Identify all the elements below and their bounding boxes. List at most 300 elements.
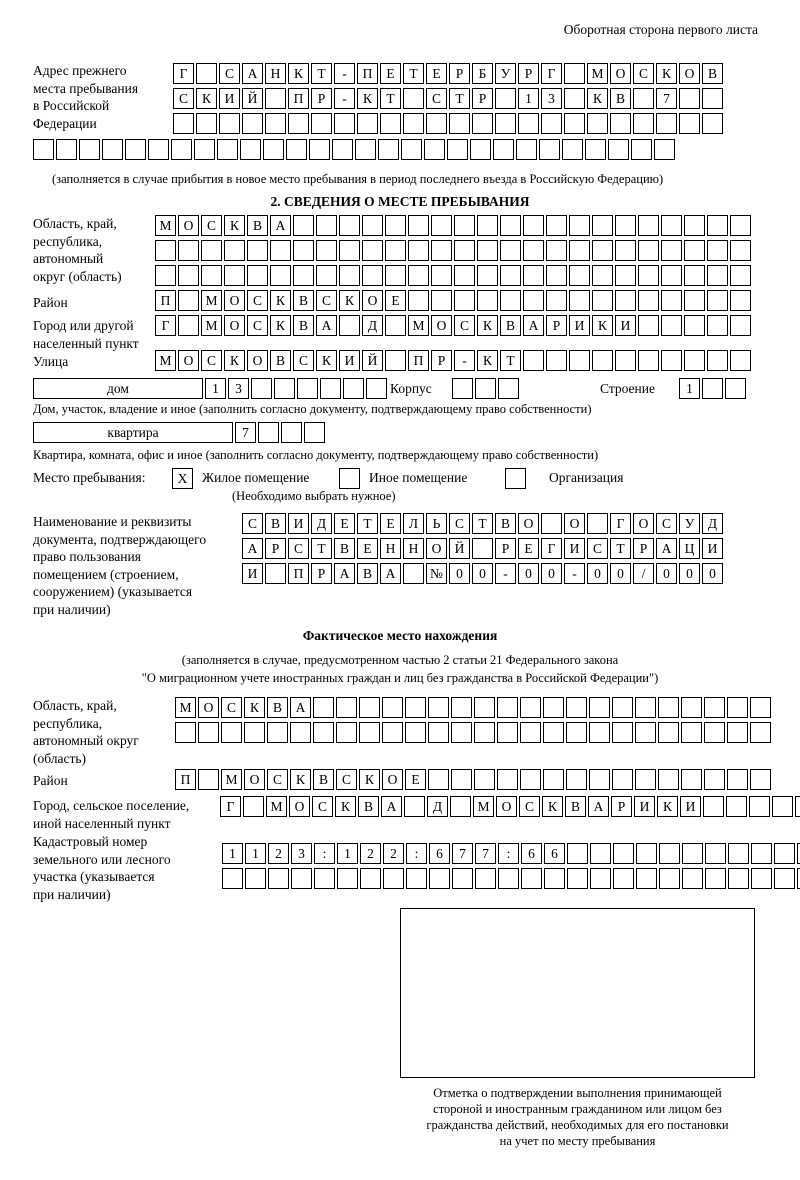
- char-cell[interactable]: [198, 769, 219, 790]
- char-cell[interactable]: 3: [541, 88, 562, 109]
- char-cell[interactable]: [403, 88, 424, 109]
- char-cell[interactable]: [610, 113, 631, 134]
- char-cell[interactable]: [730, 290, 751, 311]
- char-cell[interactable]: [546, 290, 567, 311]
- char-cell[interactable]: [520, 769, 541, 790]
- char-cell[interactable]: [173, 113, 194, 134]
- char-cell[interactable]: [541, 113, 562, 134]
- char-cell[interactable]: [543, 722, 564, 743]
- char-cell[interactable]: [316, 265, 337, 286]
- doc-row-2[interactable]: [242, 538, 725, 559]
- char-cell[interactable]: [428, 722, 449, 743]
- char-cell[interactable]: [661, 290, 682, 311]
- char-cell[interactable]: [267, 722, 288, 743]
- char-cell[interactable]: В: [313, 769, 334, 790]
- prev-address-row-3[interactable]: [173, 113, 725, 134]
- char-cell[interactable]: [656, 113, 677, 134]
- char-cell[interactable]: -: [454, 350, 475, 371]
- char-cell[interactable]: М: [201, 315, 222, 336]
- char-cell[interactable]: 1: [245, 843, 266, 864]
- street-row[interactable]: [155, 350, 753, 371]
- char-cell[interactable]: [224, 240, 245, 261]
- char-cell[interactable]: Е: [385, 290, 406, 311]
- char-cell[interactable]: [408, 265, 429, 286]
- char-cell[interactable]: [615, 290, 636, 311]
- char-cell[interactable]: А: [381, 796, 402, 817]
- char-cell[interactable]: [477, 265, 498, 286]
- char-cell[interactable]: [383, 868, 404, 889]
- char-cell[interactable]: В: [293, 290, 314, 311]
- char-cell[interactable]: Р: [311, 563, 332, 584]
- char-cell[interactable]: [175, 722, 196, 743]
- char-cell[interactable]: Д: [427, 796, 448, 817]
- char-cell[interactable]: Р: [633, 538, 654, 559]
- char-cell[interactable]: О: [362, 290, 383, 311]
- char-cell[interactable]: С: [201, 215, 222, 236]
- char-cell[interactable]: [681, 769, 702, 790]
- char-cell[interactable]: [702, 113, 723, 134]
- char-cell[interactable]: 7: [235, 422, 256, 443]
- char-cell[interactable]: [659, 843, 680, 864]
- char-cell[interactable]: М: [266, 796, 287, 817]
- char-cell[interactable]: [336, 722, 357, 743]
- char-cell[interactable]: [357, 113, 378, 134]
- char-cell[interactable]: [320, 378, 341, 399]
- char-cell[interactable]: [681, 722, 702, 743]
- char-cell[interactable]: Е: [405, 769, 426, 790]
- char-cell[interactable]: К: [316, 350, 337, 371]
- stroenie-row[interactable]: [679, 378, 748, 399]
- char-cell[interactable]: [406, 868, 427, 889]
- prev-address-row-4[interactable]: [33, 139, 677, 160]
- char-cell[interactable]: [451, 722, 472, 743]
- char-cell[interactable]: 7: [656, 88, 677, 109]
- char-cell[interactable]: :: [406, 843, 427, 864]
- char-cell[interactable]: [635, 697, 656, 718]
- char-cell[interactable]: [385, 265, 406, 286]
- char-cell[interactable]: [401, 139, 422, 160]
- char-cell[interactable]: [750, 722, 771, 743]
- char-cell[interactable]: Е: [426, 63, 447, 84]
- char-cell[interactable]: [730, 350, 751, 371]
- char-cell[interactable]: М: [155, 350, 176, 371]
- char-cell[interactable]: [772, 796, 793, 817]
- char-cell[interactable]: [590, 868, 611, 889]
- char-cell[interactable]: К: [339, 290, 360, 311]
- char-cell[interactable]: [495, 113, 516, 134]
- char-cell[interactable]: Т: [610, 538, 631, 559]
- char-cell[interactable]: [247, 265, 268, 286]
- char-cell[interactable]: [661, 350, 682, 371]
- char-cell[interactable]: [497, 769, 518, 790]
- char-cell[interactable]: [263, 139, 284, 160]
- char-cell[interactable]: [567, 868, 588, 889]
- char-cell[interactable]: [592, 265, 613, 286]
- char-cell[interactable]: [474, 722, 495, 743]
- char-cell[interactable]: [567, 843, 588, 864]
- char-cell[interactable]: [727, 697, 748, 718]
- char-cell[interactable]: [334, 113, 355, 134]
- char-cell[interactable]: [424, 139, 445, 160]
- char-cell[interactable]: [178, 265, 199, 286]
- char-cell[interactable]: И: [219, 88, 240, 109]
- char-cell[interactable]: [56, 139, 77, 160]
- char-cell[interactable]: [638, 265, 659, 286]
- char-cell[interactable]: [79, 139, 100, 160]
- char-cell[interactable]: [569, 265, 590, 286]
- char-cell[interactable]: В: [247, 215, 268, 236]
- char-cell[interactable]: С: [293, 350, 314, 371]
- prev-address-row-1[interactable]: [173, 63, 725, 84]
- char-cell[interactable]: [566, 722, 587, 743]
- char-cell[interactable]: А: [290, 697, 311, 718]
- char-cell[interactable]: И: [288, 513, 309, 534]
- char-cell[interactable]: С: [219, 63, 240, 84]
- cadastral-row-2[interactable]: [222, 868, 800, 889]
- char-cell[interactable]: [359, 697, 380, 718]
- char-cell[interactable]: С: [336, 769, 357, 790]
- char-cell[interactable]: А: [380, 563, 401, 584]
- char-cell[interactable]: [707, 350, 728, 371]
- char-cell[interactable]: [727, 722, 748, 743]
- char-cell[interactable]: И: [680, 796, 701, 817]
- char-cell[interactable]: [681, 697, 702, 718]
- char-cell[interactable]: [682, 843, 703, 864]
- char-cell[interactable]: [360, 868, 381, 889]
- char-cell[interactable]: У: [679, 513, 700, 534]
- char-cell[interactable]: [589, 697, 610, 718]
- house-number-row[interactable]: [205, 378, 389, 399]
- char-cell[interactable]: [403, 563, 424, 584]
- char-cell[interactable]: В: [270, 350, 291, 371]
- char-cell[interactable]: [385, 315, 406, 336]
- char-cell[interactable]: [102, 139, 123, 160]
- char-cell[interactable]: [702, 378, 723, 399]
- char-cell[interactable]: Е: [380, 513, 401, 534]
- char-cell[interactable]: С: [201, 350, 222, 371]
- char-cell[interactable]: [217, 139, 238, 160]
- char-cell[interactable]: О: [564, 513, 585, 534]
- char-cell[interactable]: [569, 290, 590, 311]
- char-cell[interactable]: В: [565, 796, 586, 817]
- char-cell[interactable]: [339, 315, 360, 336]
- region-row-1[interactable]: [155, 215, 753, 236]
- char-cell[interactable]: [500, 240, 521, 261]
- char-cell[interactable]: [242, 113, 263, 134]
- char-cell[interactable]: [615, 350, 636, 371]
- char-cell[interactable]: [470, 139, 491, 160]
- char-cell[interactable]: [336, 697, 357, 718]
- char-cell[interactable]: [475, 868, 496, 889]
- char-cell[interactable]: [590, 843, 611, 864]
- char-cell[interactable]: [198, 722, 219, 743]
- char-cell[interactable]: [684, 315, 705, 336]
- char-cell[interactable]: [520, 697, 541, 718]
- char-cell[interactable]: [546, 215, 567, 236]
- char-cell[interactable]: Д: [311, 513, 332, 534]
- char-cell[interactable]: [633, 113, 654, 134]
- char-cell[interactable]: [343, 378, 364, 399]
- char-cell[interactable]: [566, 769, 587, 790]
- char-cell[interactable]: [500, 265, 521, 286]
- char-cell[interactable]: [500, 215, 521, 236]
- char-cell[interactable]: [661, 265, 682, 286]
- char-cell[interactable]: [219, 113, 240, 134]
- char-cell[interactable]: О: [289, 796, 310, 817]
- char-cell[interactable]: Т: [472, 513, 493, 534]
- char-cell[interactable]: [265, 113, 286, 134]
- char-cell[interactable]: Г: [541, 63, 562, 84]
- char-cell[interactable]: О: [426, 538, 447, 559]
- char-cell[interactable]: [454, 290, 475, 311]
- char-cell[interactable]: [704, 769, 725, 790]
- char-cell[interactable]: [521, 868, 542, 889]
- char-cell[interactable]: [564, 113, 585, 134]
- actual-region-row-2[interactable]: [175, 722, 773, 743]
- char-cell[interactable]: [265, 563, 286, 584]
- char-cell[interactable]: [309, 139, 330, 160]
- char-cell[interactable]: К: [359, 769, 380, 790]
- char-cell[interactable]: [313, 722, 334, 743]
- char-cell[interactable]: Р: [611, 796, 632, 817]
- char-cell[interactable]: Е: [357, 538, 378, 559]
- char-cell[interactable]: [635, 769, 656, 790]
- char-cell[interactable]: О: [679, 63, 700, 84]
- char-cell[interactable]: О: [198, 697, 219, 718]
- char-cell[interactable]: Н: [403, 538, 424, 559]
- char-cell[interactable]: В: [702, 63, 723, 84]
- char-cell[interactable]: Г: [220, 796, 241, 817]
- char-cell[interactable]: М: [587, 63, 608, 84]
- char-cell[interactable]: [385, 350, 406, 371]
- char-cell[interactable]: К: [290, 769, 311, 790]
- char-cell[interactable]: [658, 697, 679, 718]
- char-cell[interactable]: [684, 265, 705, 286]
- char-cell[interactable]: 0: [610, 563, 631, 584]
- char-cell[interactable]: О: [244, 769, 265, 790]
- char-cell[interactable]: Ь: [426, 513, 447, 534]
- actual-district-row[interactable]: [175, 769, 773, 790]
- char-cell[interactable]: [569, 215, 590, 236]
- char-cell[interactable]: [380, 113, 401, 134]
- char-cell[interactable]: [297, 378, 318, 399]
- char-cell[interactable]: С: [247, 290, 268, 311]
- char-cell[interactable]: [274, 378, 295, 399]
- place-type-checkbox-other[interactable]: [339, 468, 360, 489]
- char-cell[interactable]: [546, 240, 567, 261]
- char-cell[interactable]: -: [334, 88, 355, 109]
- char-cell[interactable]: [728, 868, 749, 889]
- char-cell[interactable]: Б: [472, 63, 493, 84]
- char-cell[interactable]: Е: [334, 513, 355, 534]
- char-cell[interactable]: [472, 538, 493, 559]
- char-cell[interactable]: [196, 113, 217, 134]
- char-cell[interactable]: [474, 769, 495, 790]
- char-cell[interactable]: 0: [518, 563, 539, 584]
- char-cell[interactable]: [431, 290, 452, 311]
- char-cell[interactable]: [201, 265, 222, 286]
- char-cell[interactable]: И: [702, 538, 723, 559]
- char-cell[interactable]: №: [426, 563, 447, 584]
- char-cell[interactable]: [316, 240, 337, 261]
- char-cell[interactable]: [378, 139, 399, 160]
- char-cell[interactable]: 1: [679, 378, 700, 399]
- char-cell[interactable]: [404, 796, 425, 817]
- char-cell[interactable]: [362, 265, 383, 286]
- char-cell[interactable]: [293, 240, 314, 261]
- char-cell[interactable]: [245, 868, 266, 889]
- char-cell[interactable]: Л: [403, 513, 424, 534]
- char-cell[interactable]: [408, 240, 429, 261]
- char-cell[interactable]: Р: [495, 538, 516, 559]
- char-cell[interactable]: [730, 215, 751, 236]
- char-cell[interactable]: С: [316, 290, 337, 311]
- doc-row-3[interactable]: [242, 563, 725, 584]
- char-cell[interactable]: В: [334, 538, 355, 559]
- char-cell[interactable]: Т: [311, 538, 332, 559]
- char-cell[interactable]: [268, 868, 289, 889]
- region-row-3[interactable]: [155, 265, 753, 286]
- char-cell[interactable]: [544, 868, 565, 889]
- char-cell[interactable]: Р: [311, 88, 332, 109]
- char-cell[interactable]: О: [224, 290, 245, 311]
- char-cell[interactable]: С: [288, 538, 309, 559]
- char-cell[interactable]: Ц: [679, 538, 700, 559]
- char-cell[interactable]: [243, 796, 264, 817]
- char-cell[interactable]: [244, 722, 265, 743]
- char-cell[interactable]: [201, 240, 222, 261]
- char-cell[interactable]: В: [610, 88, 631, 109]
- place-type-checkbox-residential[interactable]: X: [172, 468, 193, 489]
- char-cell[interactable]: [612, 697, 633, 718]
- char-cell[interactable]: [684, 215, 705, 236]
- char-cell[interactable]: [638, 350, 659, 371]
- char-cell[interactable]: [451, 697, 472, 718]
- char-cell[interactable]: К: [657, 796, 678, 817]
- char-cell[interactable]: [523, 290, 544, 311]
- char-cell[interactable]: В: [357, 563, 378, 584]
- char-cell[interactable]: В: [293, 315, 314, 336]
- char-cell[interactable]: 0: [541, 563, 562, 584]
- actual-region-row-1[interactable]: [175, 697, 773, 718]
- char-cell[interactable]: [659, 868, 680, 889]
- char-cell[interactable]: [539, 139, 560, 160]
- char-cell[interactable]: И: [634, 796, 655, 817]
- char-cell[interactable]: Р: [472, 88, 493, 109]
- char-cell[interactable]: Т: [380, 88, 401, 109]
- char-cell[interactable]: 6: [521, 843, 542, 864]
- char-cell[interactable]: С: [519, 796, 540, 817]
- char-cell[interactable]: [730, 315, 751, 336]
- place-type-checkbox-organization[interactable]: [505, 468, 526, 489]
- char-cell[interactable]: [258, 422, 279, 443]
- char-cell[interactable]: -: [495, 563, 516, 584]
- char-cell[interactable]: В: [358, 796, 379, 817]
- char-cell[interactable]: [682, 868, 703, 889]
- char-cell[interactable]: [339, 265, 360, 286]
- char-cell[interactable]: 0: [449, 563, 470, 584]
- char-cell[interactable]: [523, 350, 544, 371]
- char-cell[interactable]: [382, 697, 403, 718]
- char-cell[interactable]: [608, 139, 629, 160]
- char-cell[interactable]: [707, 290, 728, 311]
- char-cell[interactable]: [633, 88, 654, 109]
- char-cell[interactable]: [703, 796, 724, 817]
- char-cell[interactable]: [447, 139, 468, 160]
- char-cell[interactable]: И: [339, 350, 360, 371]
- char-cell[interactable]: [795, 796, 800, 817]
- char-cell[interactable]: [728, 843, 749, 864]
- char-cell[interactable]: [704, 697, 725, 718]
- char-cell[interactable]: [592, 290, 613, 311]
- char-cell[interactable]: Т: [357, 513, 378, 534]
- char-cell[interactable]: Н: [380, 538, 401, 559]
- char-cell[interactable]: [449, 113, 470, 134]
- char-cell[interactable]: [615, 215, 636, 236]
- char-cell[interactable]: [366, 378, 387, 399]
- char-cell[interactable]: [546, 265, 567, 286]
- char-cell[interactable]: О: [633, 513, 654, 534]
- char-cell[interactable]: [359, 722, 380, 743]
- char-cell[interactable]: [316, 215, 337, 236]
- char-cell[interactable]: [339, 240, 360, 261]
- char-cell[interactable]: [654, 139, 675, 160]
- char-cell[interactable]: [541, 513, 562, 534]
- char-cell[interactable]: Р: [546, 315, 567, 336]
- char-cell[interactable]: [293, 265, 314, 286]
- char-cell[interactable]: [339, 215, 360, 236]
- char-cell[interactable]: [426, 113, 447, 134]
- char-cell[interactable]: 0: [702, 563, 723, 584]
- char-cell[interactable]: Й: [242, 88, 263, 109]
- char-cell[interactable]: [265, 88, 286, 109]
- char-cell[interactable]: [337, 868, 358, 889]
- char-cell[interactable]: [631, 139, 652, 160]
- char-cell[interactable]: [725, 378, 746, 399]
- char-cell[interactable]: 6: [544, 843, 565, 864]
- char-cell[interactable]: В: [500, 315, 521, 336]
- char-cell[interactable]: [431, 215, 452, 236]
- char-cell[interactable]: О: [178, 350, 199, 371]
- char-cell[interactable]: [684, 240, 705, 261]
- char-cell[interactable]: [749, 796, 770, 817]
- char-cell[interactable]: [684, 290, 705, 311]
- char-cell[interactable]: [477, 290, 498, 311]
- char-cell[interactable]: [518, 113, 539, 134]
- char-cell[interactable]: [247, 240, 268, 261]
- char-cell[interactable]: [291, 868, 312, 889]
- char-cell[interactable]: С: [454, 315, 475, 336]
- char-cell[interactable]: 0: [679, 563, 700, 584]
- char-cell[interactable]: [477, 215, 498, 236]
- char-cell[interactable]: Г: [610, 513, 631, 534]
- char-cell[interactable]: 2: [268, 843, 289, 864]
- korpus-row[interactable]: [452, 378, 521, 399]
- char-cell[interactable]: П: [288, 563, 309, 584]
- char-cell[interactable]: [730, 265, 751, 286]
- char-cell[interactable]: 1: [205, 378, 226, 399]
- char-cell[interactable]: С: [242, 513, 263, 534]
- char-cell[interactable]: [222, 868, 243, 889]
- char-cell[interactable]: [288, 113, 309, 134]
- char-cell[interactable]: [450, 796, 471, 817]
- char-cell[interactable]: 2: [360, 843, 381, 864]
- char-cell[interactable]: [408, 290, 429, 311]
- char-cell[interactable]: [592, 215, 613, 236]
- char-cell[interactable]: [702, 88, 723, 109]
- char-cell[interactable]: 1: [518, 88, 539, 109]
- char-cell[interactable]: К: [656, 63, 677, 84]
